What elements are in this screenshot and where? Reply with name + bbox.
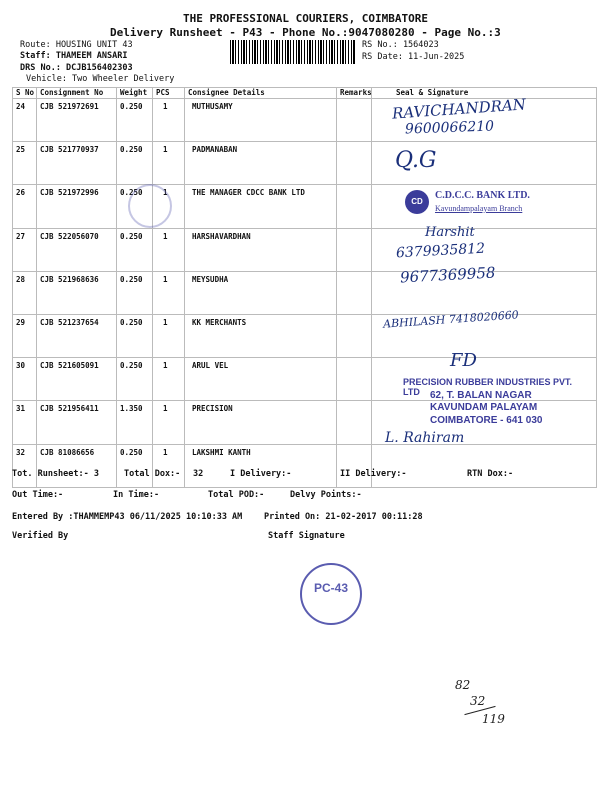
- cell-weight: 0.250: [117, 228, 153, 271]
- bank-logo-icon: CD: [405, 190, 429, 214]
- cell-sno: 27: [13, 228, 37, 271]
- cell-pcs: 1: [153, 228, 185, 271]
- tot-runsheet: Tot. Runsheet:- 3: [12, 469, 99, 479]
- drs-number: DRS No.: DCJB156402303: [20, 63, 133, 73]
- cell-sno: 25: [13, 142, 37, 185]
- cell-sno: 26: [13, 185, 37, 228]
- cell-consignee: THE MANAGER CDCC BANK LTD: [185, 185, 337, 228]
- cell-pcs: 1: [153, 358, 185, 401]
- col-pcs: PCS: [153, 88, 185, 99]
- cell-pcs: 1: [153, 401, 185, 444]
- entered-by: Entered By :THAMMEMP43 06/11/2025 10:10:33 AM: [12, 512, 243, 522]
- cell-weight: 0.250: [117, 358, 153, 401]
- signature-28: 9677369958: [399, 263, 496, 287]
- signature-29: ABHILASH 7418020660: [382, 308, 520, 331]
- route: Route: HOUSING UNIT 43: [20, 40, 133, 50]
- company-title: THE PROFESSIONAL COURIERS, COIMBATORE: [183, 12, 429, 25]
- table-row: [13, 444, 597, 487]
- cell-weight: 0.250: [117, 185, 153, 228]
- signature-27-name: Harshit: [425, 225, 475, 240]
- pc43-stamp: [300, 563, 362, 625]
- cell-consignee: PADMANABAN: [185, 142, 337, 185]
- cell-sno: 30: [13, 358, 37, 401]
- cell-consignment: CJB 522056070: [37, 228, 117, 271]
- hand-note-3: 119: [482, 712, 505, 726]
- cell-pcs: 1: [153, 444, 185, 487]
- cell-weight: 0.250: [117, 142, 153, 185]
- precision-seal-line2: 62, T. BALAN NAGAR: [430, 390, 532, 401]
- pc43-stamp-text: PC-43: [313, 581, 348, 595]
- total-dox-label: Total Dox:-: [124, 469, 181, 479]
- cell-consignee: PRECISION: [185, 401, 337, 444]
- faint-seal-icon: [128, 184, 172, 228]
- rs-date: RS Date: 11-Jun-2025: [362, 52, 465, 62]
- table-row: [13, 142, 597, 185]
- total-dox-value: 32: [193, 469, 204, 479]
- cell-pcs: 1: [153, 314, 185, 357]
- hand-note-2: 32: [470, 694, 486, 708]
- cell-pcs: 1: [153, 142, 185, 185]
- cell-consignment: CJB 521972996: [37, 185, 117, 228]
- ii-delivery: II Delivery:-: [340, 469, 407, 479]
- precision-seal-line4: COIMBATORE - 641 030: [430, 415, 543, 426]
- col-seal: Seal & Signature: [372, 88, 597, 99]
- signature-27-phone: 6379935812: [395, 240, 486, 262]
- cell-pcs: 1: [153, 99, 185, 142]
- col-weight: Weight: [117, 88, 153, 99]
- vehicle: Vehicle: Two Wheeler Delivery: [26, 74, 175, 84]
- precision-seal-line1: PRECISION RUBBER INDUSTRIES PVT. LTD: [403, 377, 573, 397]
- i-delivery: I Delivery:-: [230, 469, 292, 479]
- cell-remarks: [337, 142, 372, 185]
- cell-consignment: CJB 521968636: [37, 271, 117, 314]
- precision-seal: [385, 377, 590, 429]
- staff-signature: Staff Signature: [268, 531, 345, 541]
- staff: Staff: THAMEEM ANSARI: [20, 51, 128, 61]
- col-consignee: Consignee Details: [185, 88, 337, 99]
- cell-remarks: [337, 314, 372, 357]
- out-time: Out Time:-: [12, 490, 64, 500]
- col-remarks: Remarks: [337, 88, 372, 99]
- cell-consignee: HARSHAVARDHAN: [185, 228, 337, 271]
- rtn-dox: RTN Dox:-: [467, 469, 514, 479]
- cell-pcs: 1: [153, 271, 185, 314]
- signature-32: L. Rahiram: [385, 430, 465, 446]
- cell-remarks: [337, 401, 372, 444]
- cell-sno: 29: [13, 314, 37, 357]
- hand-note-1: 82: [455, 678, 471, 692]
- bank-seal-line2: Kavundampalayam Branch: [435, 204, 523, 213]
- cell-pcs: 1: [153, 185, 185, 228]
- cell-consignment: CJB 521605091: [37, 358, 117, 401]
- precision-seal-line3: KAVUNDAM PALAYAM: [430, 402, 538, 413]
- cell-consignee: MEYSUDHA: [185, 271, 337, 314]
- cell-remarks: [337, 99, 372, 142]
- cell-consignee: ARUL VEL: [185, 358, 337, 401]
- signature-31-mark: FD: [450, 350, 477, 371]
- cell-weight: 1.350: [117, 401, 153, 444]
- cell-remarks: [337, 444, 372, 487]
- cell-consignee: LAKSHMI KANTH: [185, 444, 337, 487]
- cell-weight: 0.250: [117, 99, 153, 142]
- bank-seal: [405, 190, 555, 218]
- cell-sno: 24: [13, 99, 37, 142]
- col-sno: S No: [13, 88, 37, 99]
- table-row: [13, 228, 597, 271]
- cell-consignment: CJB 521956411: [37, 401, 117, 444]
- cell-consignee: MUTHUSAMY: [185, 99, 337, 142]
- cell-remarks: [337, 358, 372, 401]
- cell-weight: 0.250: [117, 271, 153, 314]
- runsheet-subtitle: Delivery Runsheet - P43 - Phone No.:9047080280 - Page No.:3: [110, 26, 501, 39]
- signature-24-phone: 9600066210: [404, 118, 495, 138]
- cell-sno: 31: [13, 401, 37, 444]
- in-time: In Time:-: [113, 490, 160, 500]
- verified-by: Verified By: [12, 531, 69, 541]
- cell-weight: 0.250: [117, 314, 153, 357]
- cell-remarks: [337, 271, 372, 314]
- barcode: [230, 40, 356, 64]
- total-pod: Total POD:-: [208, 490, 265, 500]
- cell-consignment: CJB 521770937: [37, 142, 117, 185]
- cell-remarks: [337, 228, 372, 271]
- cell-weight: 0.250: [117, 444, 153, 487]
- signature-24-name: RAVICHANDRAN: [391, 95, 527, 123]
- cell-consignee: KK MERCHANTS: [185, 314, 337, 357]
- cell-consignment: CJB 521972691: [37, 99, 117, 142]
- cell-consignment: CJB 521237654: [37, 314, 117, 357]
- signature-25: Q.G: [395, 148, 437, 173]
- cell-consignment: CJB 81086656: [37, 444, 117, 487]
- cell-seal: [372, 444, 597, 487]
- bank-seal-line1: C.D.C.C. BANK LTD.: [435, 190, 530, 201]
- cell-sno: 32: [13, 444, 37, 487]
- col-consignment: Consignment No: [37, 88, 117, 99]
- rs-number: RS No.: 1564023: [362, 40, 439, 50]
- printed-on: Printed On: 21-02-2017 00:11:28: [264, 512, 423, 522]
- cell-remarks: [337, 185, 372, 228]
- delvy-points: Delvy Points:-: [290, 490, 362, 500]
- cell-sno: 28: [13, 271, 37, 314]
